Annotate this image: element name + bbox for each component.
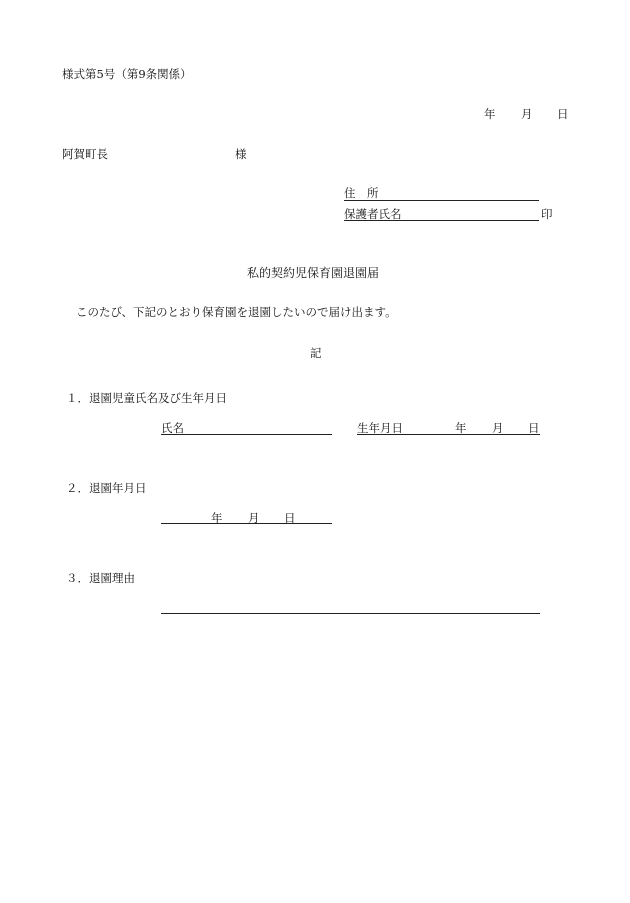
date-year-label: 年: [484, 107, 496, 121]
birth-month-label: 月: [492, 421, 504, 435]
section3-heading: ３．退園理由: [66, 571, 135, 585]
section2-heading: ２．退園年月日: [66, 481, 147, 495]
birthdate-field-line[interactable]: [357, 434, 540, 435]
seal-mark: 印: [541, 207, 553, 221]
withdraw-day-label: 日: [284, 511, 296, 525]
address-field-line[interactable]: [344, 200, 539, 201]
withdraw-date-field-line[interactable]: [161, 523, 332, 524]
form-number: 様式第5号（第9条関係）: [62, 67, 192, 81]
reason-field-line[interactable]: [161, 613, 540, 614]
guardian-name-label: 保護者氏名: [344, 207, 402, 221]
child-name-label: 氏名: [161, 421, 184, 435]
birth-year-label: 年: [455, 421, 467, 435]
birth-day-label: 日: [528, 421, 540, 435]
ki-mark: 記: [310, 346, 322, 360]
addressee-honorific: 様: [235, 147, 247, 161]
birthdate-label: 生年月日: [357, 421, 403, 435]
date-day-label: 日: [557, 107, 569, 121]
body-text: このたび、下記のとおり保育園を退園したいので届け出ます。: [76, 305, 397, 319]
address-label: 住 所: [344, 186, 379, 200]
date-month-label: 月: [521, 107, 533, 121]
document-title: 私的契約児保育園退園届: [247, 266, 380, 280]
withdraw-year-label: 年: [211, 511, 223, 525]
guardian-name-field-line[interactable]: [344, 220, 539, 221]
addressee-name: 阿賀町長: [62, 147, 108, 161]
withdraw-month-label: 月: [248, 511, 260, 525]
child-name-field-line[interactable]: [161, 434, 332, 435]
section1-heading: １．退園児童氏名及び生年月日: [66, 391, 227, 405]
